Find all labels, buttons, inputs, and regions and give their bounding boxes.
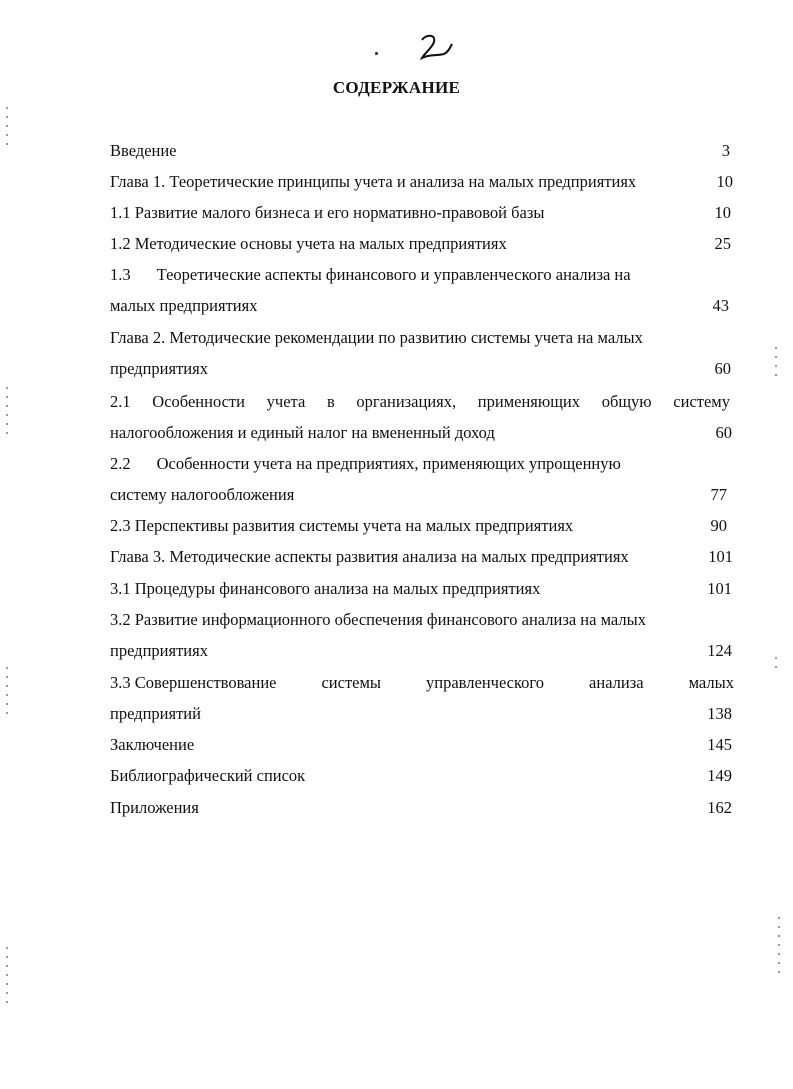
toc-page-section-3-1: 101 — [707, 579, 732, 598]
toc-item-chapter-2-cont: предприятиях — [110, 359, 208, 378]
toc-item-section-3-3 — [110, 673, 734, 693]
toc-item-chapter-3: Глава 3. Методические аспекты развития анализа на малых предприятиях — [110, 547, 629, 566]
toc-word: организациях, — [356, 392, 457, 411]
scan-marks-right — [775, 340, 779, 383]
toc-page-section-1-1: 10 — [714, 203, 731, 222]
toc-item-section-3-2: 3.2 Развитие информационного обеспечения финансового анализа на малых — [110, 610, 646, 629]
toc-item-section-2-3: 2.3 Перспективы развития системы учета на малых предприятиях — [110, 516, 574, 535]
toc-page-section-1-2: 25 — [714, 234, 731, 253]
scan-marks-left — [6, 380, 10, 441]
toc-item-section-1-3-cont: малых предприятиях — [110, 296, 258, 315]
scan-marks-left — [6, 940, 10, 1010]
toc-item-section-1-3 — [110, 265, 631, 285]
toc-word: системы — [321, 673, 382, 692]
toc-page-chapter-3: 101 — [708, 547, 733, 566]
toc-item-section-2-2 — [110, 454, 621, 474]
toc-item-section-3-1: 3.1 Процедуры финансового анализа на малых предприятиях — [110, 579, 541, 598]
scan-dot — [375, 52, 378, 55]
scan-marks-left — [6, 660, 10, 721]
toc-item-section-3-3-cont: предприятий — [110, 704, 201, 723]
toc-item-section-1-2: 1.2 Методические основы учета на малых предприятиях — [110, 234, 507, 253]
toc-item-appendix: Приложения — [110, 798, 199, 817]
toc-page-chapter-1: 10 — [716, 172, 733, 191]
toc-word: Особенности — [152, 392, 245, 411]
toc-page-section-3-3: 138 — [707, 704, 732, 723]
page-title: СОДЕРЖАНИЕ — [332, 78, 461, 97]
toc-word: 3.3 Совершенствование — [110, 673, 277, 692]
toc-page-appendix: 162 — [707, 798, 732, 817]
toc-item-chapter-1: Глава 1. Теоретические принципы учета и анализа на малых предприятиях — [110, 172, 637, 191]
toc-page-section-3-2: 124 — [707, 641, 732, 660]
toc-item-intro: Введение — [110, 141, 177, 160]
toc-item-conclusion: Заключение — [110, 735, 195, 754]
scan-marks-left — [6, 100, 10, 152]
toc-word: малых — [688, 673, 734, 692]
toc-item-section-3-2-cont: предприятиях — [110, 641, 208, 660]
page-number — [414, 32, 454, 62]
toc-item-section-2-1-cont: налогообложения и единый налог на вмененный доход — [110, 423, 495, 442]
toc-word: управленческого — [426, 673, 545, 692]
scan-marks-right — [778, 910, 782, 980]
toc-page-intro: 3 — [721, 141, 730, 160]
toc-item-section-1-1: 1.1 Развитие малого бизнеса и его нормативно-правовой базы — [110, 203, 545, 222]
toc-word: систему — [673, 392, 730, 411]
toc-page-conclusion: 145 — [707, 735, 732, 754]
toc-section-number: 2.2 — [110, 454, 131, 473]
toc-page-section-2-2: 77 — [710, 485, 727, 504]
toc-item-bibliography: Библиографический список — [110, 766, 306, 785]
toc-word: 2.1 — [110, 392, 131, 411]
toc-item-chapter-2: Глава 2. Методические рекомендации по развитию системы учета на малых — [110, 328, 643, 347]
toc-section-title: Теоретические аспекты финансового и управленческого анализа на — [156, 265, 631, 284]
toc-section-number: 1.3 — [110, 265, 131, 284]
page-number-handwritten — [414, 32, 454, 62]
toc-page-section-1-3: 43 — [712, 296, 729, 315]
toc-word: общую — [601, 392, 652, 411]
toc-word: учета — [266, 392, 306, 411]
toc-item-section-2-2-cont: систему налогообложения — [110, 485, 295, 504]
scan-marks-right — [775, 650, 779, 675]
toc-item-section-2-1 — [110, 392, 730, 412]
toc-word: анализа — [589, 673, 644, 692]
toc-page-section-2-1: 60 — [715, 423, 732, 442]
toc-page-bibliography: 149 — [707, 766, 732, 785]
toc-word: в — [326, 392, 335, 411]
toc-page-chapter-2: 60 — [714, 359, 731, 378]
toc-word: применяющих — [477, 392, 581, 411]
toc-section-title: Особенности учета на предприятиях, применяющих упрощенную — [156, 454, 621, 473]
toc-page-section-2-3: 90 — [710, 516, 727, 535]
